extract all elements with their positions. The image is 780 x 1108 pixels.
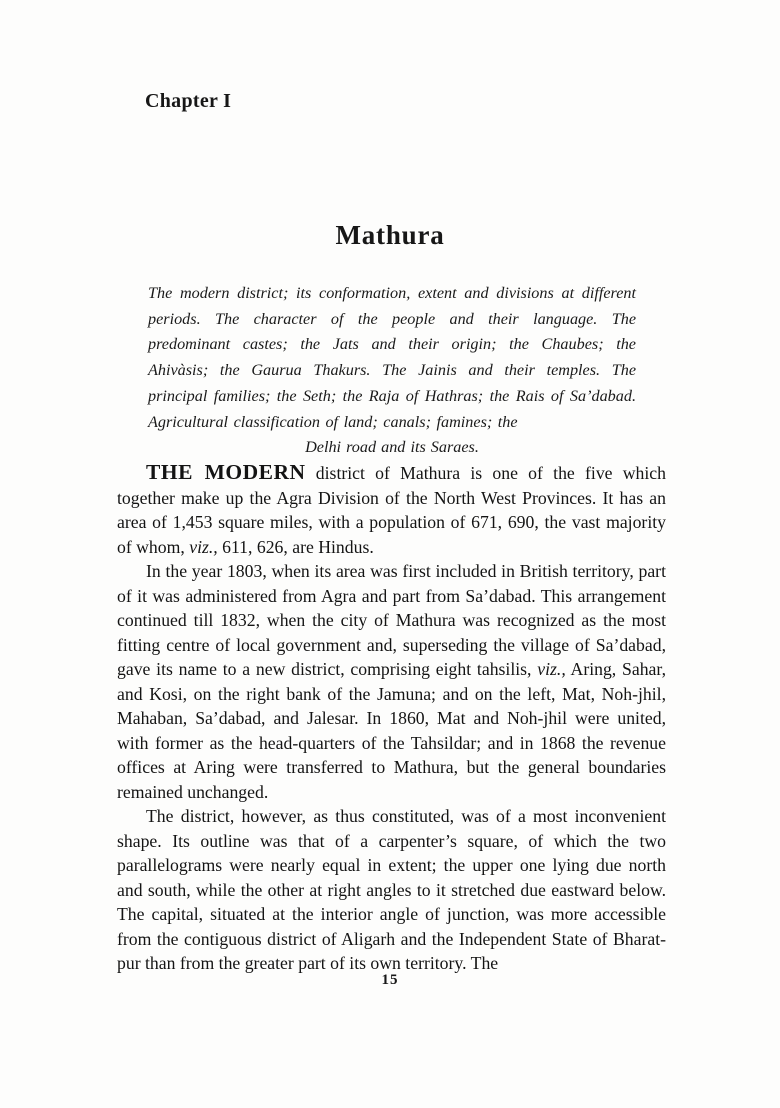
paragraph-2: In the year 1803, when its area was first included in British territory, part of it was administered from Agra and part from Sa’dabad. This arrangement continued till 1832, when the city of Mathura was recognized as the most fitting centre of local government and, superseding the village of Sa’dabad, gave its name to a new district, comprising eight tahsilis, viz., Aring, Sahar, and Kosi, on the right bank of the Jamuna; and on the left, Mat, Noh-jhil, Mahaban, Sa’dabad, and Jalesar. In 1860, Mat and Noh-jhil were united, with former as the head-quarters of the Tahsildar; and in 1868 the revenue offices at Aring were transferred to Mathura, but the general boundaries remained unchanged. (117, 561, 666, 802)
chapter-summary-text: The modern district; its conformation, extent and divisions at different periods. The character of the people and their language. The predominant castes; the Jats and their origin; the Chaubes; the Ahivàsis; the Gaurua Thakurs. The Jainis and their temples. The principal families; the Seth; the Raja of Hathras; the Rais of Sa’dabad. Agricultural classification of land; canals; famines; the (148, 284, 636, 431)
paragraph-3: The district, however, as thus constituted, was of a most inconvenient shape. Its outline was that of a carpenter’s square, of which the two parallelograms were nearly equal in extent; the upper one lying due north and south, while the other at right angles to it stretched due eastward below. The capital, situated at the interior angle of junction, was more accessible from the contiguous district of Aligarh and the Independent State of Bharat-pur than from the greater part of its own territory. The (117, 806, 666, 973)
body-text (117, 460, 666, 976)
chapter-summary (148, 281, 636, 461)
chapter-heading: Chapter I (145, 90, 232, 112)
page-title: Mathura (335, 220, 445, 250)
paragraph-1: THE MODERN district of Mathura is one of the five which together make up the Agra Division of the North West Provinces. It has an area of 1,453 square miles, with a population of 671, 690, the vast majority of whom, viz., 611, 626, are Hindus. (117, 460, 666, 557)
page-number: 15 (381, 972, 399, 988)
chapter-summary-last-line: Delhi road and its Saraes. (305, 438, 479, 457)
